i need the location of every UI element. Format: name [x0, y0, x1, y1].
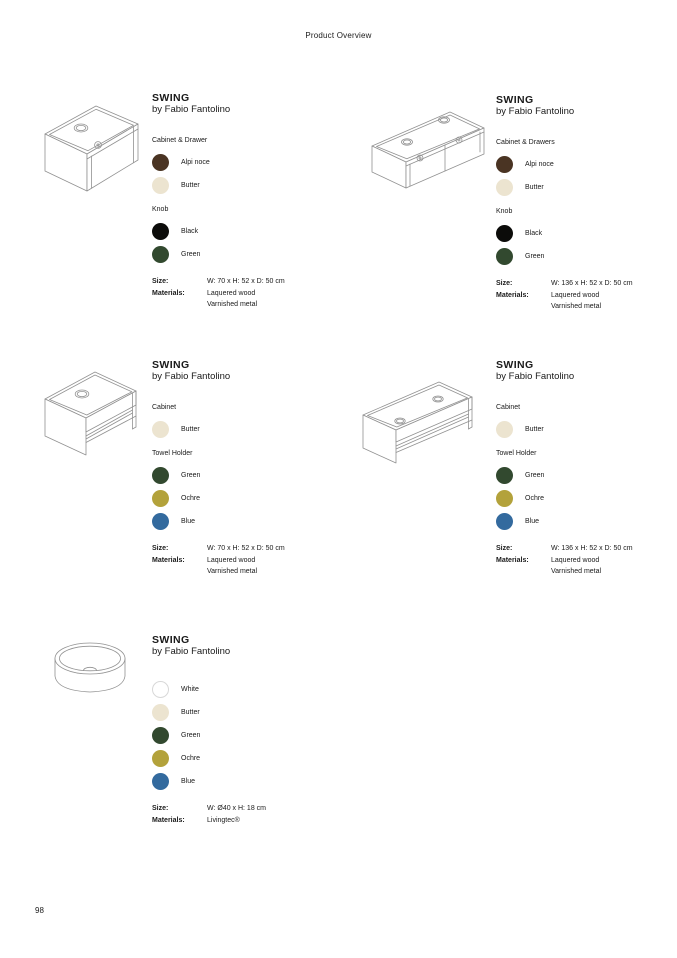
swatch-label: Black: [181, 228, 199, 235]
materials-row: [496, 301, 677, 313]
materials-row: [496, 566, 677, 578]
product-card: [53, 634, 363, 844]
product-card: [358, 359, 668, 589]
swatch-row: [496, 418, 677, 441]
materials-label-spacer: [496, 301, 551, 313]
color-section: [152, 449, 342, 533]
product-designer: by Fabio Fantolino: [152, 104, 231, 115]
swatch-row: [152, 747, 342, 770]
color-swatch: [152, 421, 169, 438]
product-title: SWING: [152, 634, 190, 646]
color-swatch: [152, 490, 169, 507]
section-label: Cabinet: [152, 404, 177, 411]
size-row: [496, 278, 677, 290]
size-value: W: 70 x H: 52 x D: 50 cm: [207, 278, 285, 285]
swatch-label: Ochre: [181, 495, 201, 502]
swatch-label: Blue: [181, 778, 196, 785]
swatch-row: [152, 151, 342, 174]
material-value: Laquered wood: [207, 289, 256, 297]
swatch-row: [152, 464, 342, 487]
swatch-label: Black: [525, 230, 543, 237]
swatch-label: Butter: [181, 709, 200, 716]
color-swatch: [496, 248, 513, 265]
section-label: Cabinet & Drawer: [152, 137, 208, 144]
swatch-row: [152, 243, 342, 266]
section-label: Towel Holder: [152, 450, 193, 457]
color-section: [152, 403, 342, 441]
materials-label-spacer: [152, 299, 207, 311]
product-designer: by Fabio Fantolino: [496, 106, 575, 117]
product-card: [37, 359, 347, 589]
color-swatch: [152, 513, 169, 530]
materials-label: Materials:: [496, 291, 529, 299]
materials-label-spacer: [152, 566, 207, 578]
swatch-row: [152, 678, 342, 701]
size-value: W: 136 x H: 52 x D: 50 cm: [551, 545, 633, 552]
materials-row: [496, 555, 677, 567]
product-specs: [152, 543, 342, 578]
color-swatch: [152, 704, 169, 721]
section-label: Knob: [496, 208, 513, 215]
material-value: Laquered wood: [207, 556, 256, 564]
color-section: [496, 207, 677, 268]
size-value: W: 70 x H: 52 x D: 50 cm: [207, 545, 285, 552]
swatch-row: [152, 487, 342, 510]
swatch-row: [496, 153, 677, 176]
color-section: [496, 138, 677, 199]
size-label: Size:: [496, 280, 513, 287]
product-specs: [152, 276, 342, 311]
swatch-label: Alpi noce: [181, 159, 210, 166]
product-specs: [496, 543, 677, 578]
swatch-label: Green: [181, 732, 201, 739]
material-value: Laquered wood: [551, 291, 600, 299]
product-card: [35, 92, 345, 322]
product-info: [152, 359, 342, 578]
product-title: SWING: [152, 92, 190, 104]
swatch-row: [496, 245, 677, 268]
page-number: 98: [35, 906, 44, 915]
material-value: Varnished metal: [551, 303, 602, 310]
size-row: [496, 543, 677, 555]
material-value: Varnished metal: [551, 568, 602, 575]
section-label: Knob: [152, 206, 169, 213]
size-row: [152, 543, 342, 555]
color-swatch: [152, 467, 169, 484]
color-swatch: [152, 246, 169, 263]
materials-row: [152, 299, 342, 311]
swatch-label: Butter: [181, 182, 200, 189]
color-swatch: [152, 773, 169, 790]
product-specs: [152, 803, 342, 826]
product-designer: by Fabio Fantolino: [152, 371, 231, 382]
swatch-label: Butter: [525, 426, 544, 433]
material-value: Livingtec®: [207, 816, 240, 824]
swatch-label: Blue: [181, 518, 196, 525]
materials-row: [152, 815, 342, 827]
swatch-label: Alpi noce: [525, 161, 554, 168]
color-swatch: [152, 154, 169, 171]
product-designer: by Fabio Fantolino: [152, 646, 231, 657]
swatch-row: [152, 418, 342, 441]
swatch-label: Butter: [181, 426, 200, 433]
size-label: Size:: [152, 805, 169, 812]
materials-label: Materials:: [496, 556, 529, 564]
color-swatch: [152, 750, 169, 767]
swatch-row: [496, 176, 677, 199]
color-swatch: [496, 156, 513, 173]
swatch-label: White: [181, 686, 199, 693]
swatch-row: [496, 510, 677, 533]
color-swatch: [152, 727, 169, 744]
material-value: Varnished metal: [207, 301, 258, 308]
product-info: [152, 92, 342, 311]
color-swatch: [496, 467, 513, 484]
size-label: Size:: [152, 545, 169, 552]
swatch-row: [152, 510, 342, 533]
section-label: Cabinet: [496, 404, 521, 411]
color-swatch: [496, 490, 513, 507]
color-swatch: [496, 513, 513, 530]
swatch-row: [496, 222, 677, 245]
product-title: SWING: [496, 94, 534, 106]
section-label: Towel Holder: [496, 450, 537, 457]
color-swatch: [152, 223, 169, 240]
product-title: SWING: [496, 359, 534, 371]
washbasin-cabinet-with-towel-holder-drawing: [37, 365, 142, 460]
swatch-row: [152, 220, 342, 243]
swatch-row: [152, 724, 342, 747]
product-card: [364, 92, 674, 322]
product-info: [152, 634, 342, 826]
page-header: Product Overview: [305, 31, 372, 40]
product-specs: [496, 278, 677, 313]
swatch-label: Butter: [525, 184, 544, 191]
swatch-label: Green: [181, 472, 201, 479]
swatch-row: [152, 701, 342, 724]
materials-label-spacer: [496, 566, 551, 578]
swatch-label: Blue: [525, 518, 540, 525]
product-info: [496, 94, 677, 313]
swatch-label: Green: [525, 253, 545, 260]
material-value: Laquered wood: [551, 556, 600, 564]
long-washbasin-cabinet-with-drawers-drawing: [366, 98, 486, 190]
color-swatch: [496, 225, 513, 242]
product-title: SWING: [152, 359, 190, 371]
swatch-row: [152, 770, 342, 793]
color-section: [496, 449, 677, 533]
product-info: [496, 359, 677, 578]
size-label: Size:: [152, 278, 169, 285]
color-swatch: [152, 681, 169, 698]
swatch-label: Ochre: [525, 495, 545, 502]
long-washbasin-console-with-towel-holder-drawing: [358, 369, 473, 466]
materials-row: [152, 288, 342, 300]
materials-label: Materials:: [152, 289, 185, 297]
washbasin-cabinet-with-drawer-drawing: [35, 98, 145, 192]
section-label: Cabinet & Drawers: [496, 139, 555, 146]
materials-row: [152, 555, 342, 567]
swatch-label: Green: [525, 472, 545, 479]
swatch-row: [152, 174, 342, 197]
swatch-label: Ochre: [181, 755, 201, 762]
size-value: W: 136 x H: 52 x D: 50 cm: [551, 280, 633, 287]
color-swatch: [496, 179, 513, 196]
size-row: [152, 803, 342, 815]
materials-label: Materials:: [152, 556, 185, 564]
round-washbasin-drawing: [53, 641, 127, 708]
swatch-label: Green: [181, 251, 201, 258]
color-swatch: [496, 421, 513, 438]
size-value: W: Ø40 x H: 18 cm: [207, 805, 266, 812]
color-swatch: [152, 177, 169, 194]
color-section: [496, 403, 677, 441]
size-label: Size:: [496, 545, 513, 552]
materials-row: [152, 566, 342, 578]
color-section: [152, 205, 342, 266]
color-section: [152, 136, 342, 197]
size-row: [152, 276, 342, 288]
materials-row: [496, 290, 677, 302]
color-section: [152, 678, 342, 793]
product-designer: by Fabio Fantolino: [496, 371, 575, 382]
swatch-row: [496, 464, 677, 487]
material-value: Varnished metal: [207, 568, 258, 575]
swatch-row: [496, 487, 677, 510]
materials-label: Materials:: [152, 816, 185, 824]
